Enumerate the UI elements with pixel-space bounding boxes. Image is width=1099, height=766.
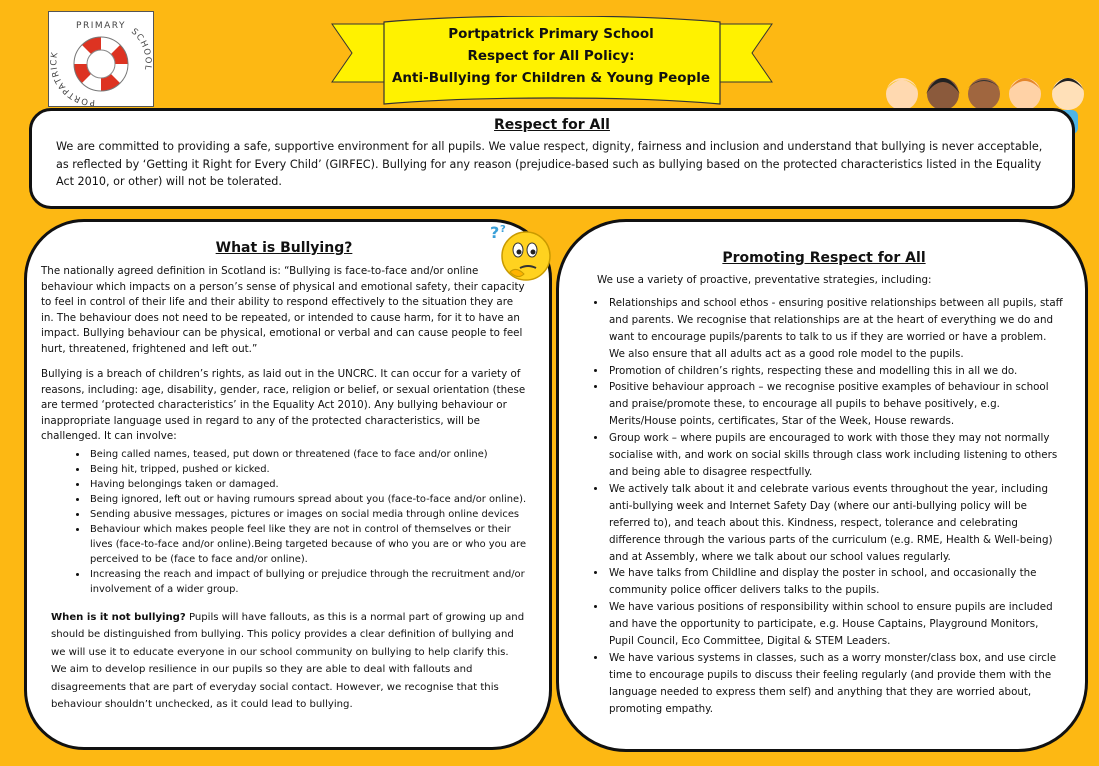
title-policy-name: Respect for All Policy: [467, 48, 635, 64]
title-school-name: Portpatrick Primary School [448, 26, 654, 42]
svg-text:SCHOOL [129, 27, 153, 72]
thinking-face-icon [488, 222, 552, 284]
strategies-list [585, 295, 1063, 718]
list-item: • We have various systems in classes, such as a worry monster/class box, and use circle time to encourage pupils to discuss their feeling regularly (and provide them with the language needed to express them self) and anything that they are worried about, promoting empathy. [607, 650, 1063, 718]
title-policy-subtitle: Anti-Bullying for Children & Young People [391, 70, 710, 86]
what-is-bullying-section [24, 219, 552, 750]
school-logo [48, 11, 154, 107]
list-item: • Being ignored, left out or having rumours spread about you (face-to-face and/or online). [88, 492, 527, 507]
list-item: • We have various positions of responsibility within school to ensure pupils are included and have the opportunity to participate, e.g. House Captains, Playground Monitors, Pupil Council, Eco Committee, Digital & STEM Leaders. [607, 599, 1063, 650]
svg-text:?: ? [500, 224, 506, 235]
bullying-heading: What is Bullying? [215, 240, 353, 256]
logo-text-top: PRIMARY [76, 21, 126, 31]
list-item: • Group work – where pupils are encouraged to work with those they may not normally socialise with, and work on social skills through class work including listening to others and being able to disagree respectfully. [607, 430, 1063, 481]
list-item: • Increasing the reach and impact of bullying or prejudice through the recruitment and/or involvement of a wider group. [88, 567, 527, 597]
list-item: • Promotion of children’s rights, respecting these and modelling this in all we do. [607, 363, 1063, 380]
list-item: • Positive behaviour approach – we recognise positive examples of behaviour in school and praise/promote these, to encourage all pupils to behave positively, e.g. Merits/House points, certificates, Star of the Week, House rewards. [607, 379, 1063, 430]
respect-heading: Respect for All [494, 117, 610, 133]
list-item: • Relationships and school ethos - ensuring positive relationships between all pupils, staff and parents. We recognise that relationships are at the heart of everything we do and want to encourage pupils/parents to talk to us if they are worried or have a problem. We also ensure that all adults act as a good role model to the pupils. [607, 295, 1063, 363]
promoting-respect-section [556, 219, 1088, 752]
respect-body: We are committed to providing a safe, supportive environment for all pupils. We value respect, dignity, fairness and inclusion and understand that bullying is never acceptable, as reflected by ‘Getting it Right for Every Child’ (GIRFEC). Bullying for any reason (prejudice-based such as bullying based on the protected characteristics listed in the Equality Act 2010, or other) will not be tolerated. [56, 140, 1043, 188]
bullying-definition: The nationally agreed definition in Scotland is: “Bullying is face-to-face and/or online behaviour which impacts on a person’s sense of physical and emotional safety, their capacity to feel in control of their life and their ability to respond effectively to the situation they are in. The behaviour does not need to be repeated, or intended to cause harm, for it to have an impact. Bullying behaviour can be physical, emotional or verbal and can cause people to feel hurt, threatened, frightened and left out.” [41, 265, 525, 355]
list-item: • Being called names, teased, put down or threatened (face to face and/or online) [88, 447, 527, 462]
list-item: • We have talks from Childline and display the poster in school, and occasionally the community police officer delivers talks to the pupils. [607, 565, 1063, 599]
respect-for-all-section [29, 108, 1075, 209]
lifebuoy-logo-icon [49, 12, 153, 106]
bullying-rights-paragraph: Bullying is a breach of children’s rights, as laid out in the UNCRC. It can occur for a variety of reasons, including: age, disability, gender, race, religion or belief, or sexual orientation (these are termed ‘protected characteristics’ in the Equality Act 2010). Any bullying behaviour or inappropriate language used in regard to any of the protected characteristics, will be challenged. It can involve: [41, 368, 526, 442]
list-item: • Having belongings taken or damaged. [88, 477, 527, 492]
list-item: • Being hit, tripped, pushed or kicked. [88, 462, 527, 477]
not-bullying-text: Pupils will have fallouts, as this is a normal part of growing up and should be distinguished from bullying. This policy provides a clear definition of bullying and we will use it to educate everyone in our school community on bullying to help clarify this. We aim to develop resilience in our pupils so they are able to deal with fallouts and disagreements that are part of everyday social contact. However, we recognise that this behaviour shouldn’t unchecked, as it could lead to bullying. [51, 611, 525, 710]
promoting-heading: Promoting Respect for All [722, 250, 926, 266]
list-item: • Behaviour which makes people feel like they are not in control of themselves or their lives (face-to-face and/or online).Being targeted because of who you are or who you are perceived to be (face to face and/or online). [88, 522, 527, 567]
logo-text-left: PORTPATRICK [49, 50, 96, 106]
page-title [386, 23, 716, 89]
list-item: • We actively talk about it and celebrate various events throughout the year, including anti-bullying week and Internet Safety Day (where our anti-bullying policy will be referred to), and teach about this. Kindness, respect, tolerance and celebrating difference through the various parts of the curriculum (e.g. RME, Health & Well-being) and at Assembly, where we talk about our school values regularly. [607, 481, 1063, 566]
logo-text-right: SCHOOL [128, 26, 153, 72]
svg-text:?: ? [490, 223, 500, 242]
list-item: • Sending abusive messages, pictures or images on social media through online devices [88, 507, 527, 522]
not-bullying-paragraph [41, 609, 527, 714]
promoting-intro: We use a variety of proactive, preventative strategies, including: [597, 274, 932, 286]
not-bullying-label: When is it not bullying? [51, 611, 186, 623]
bullying-examples-list [41, 447, 527, 597]
